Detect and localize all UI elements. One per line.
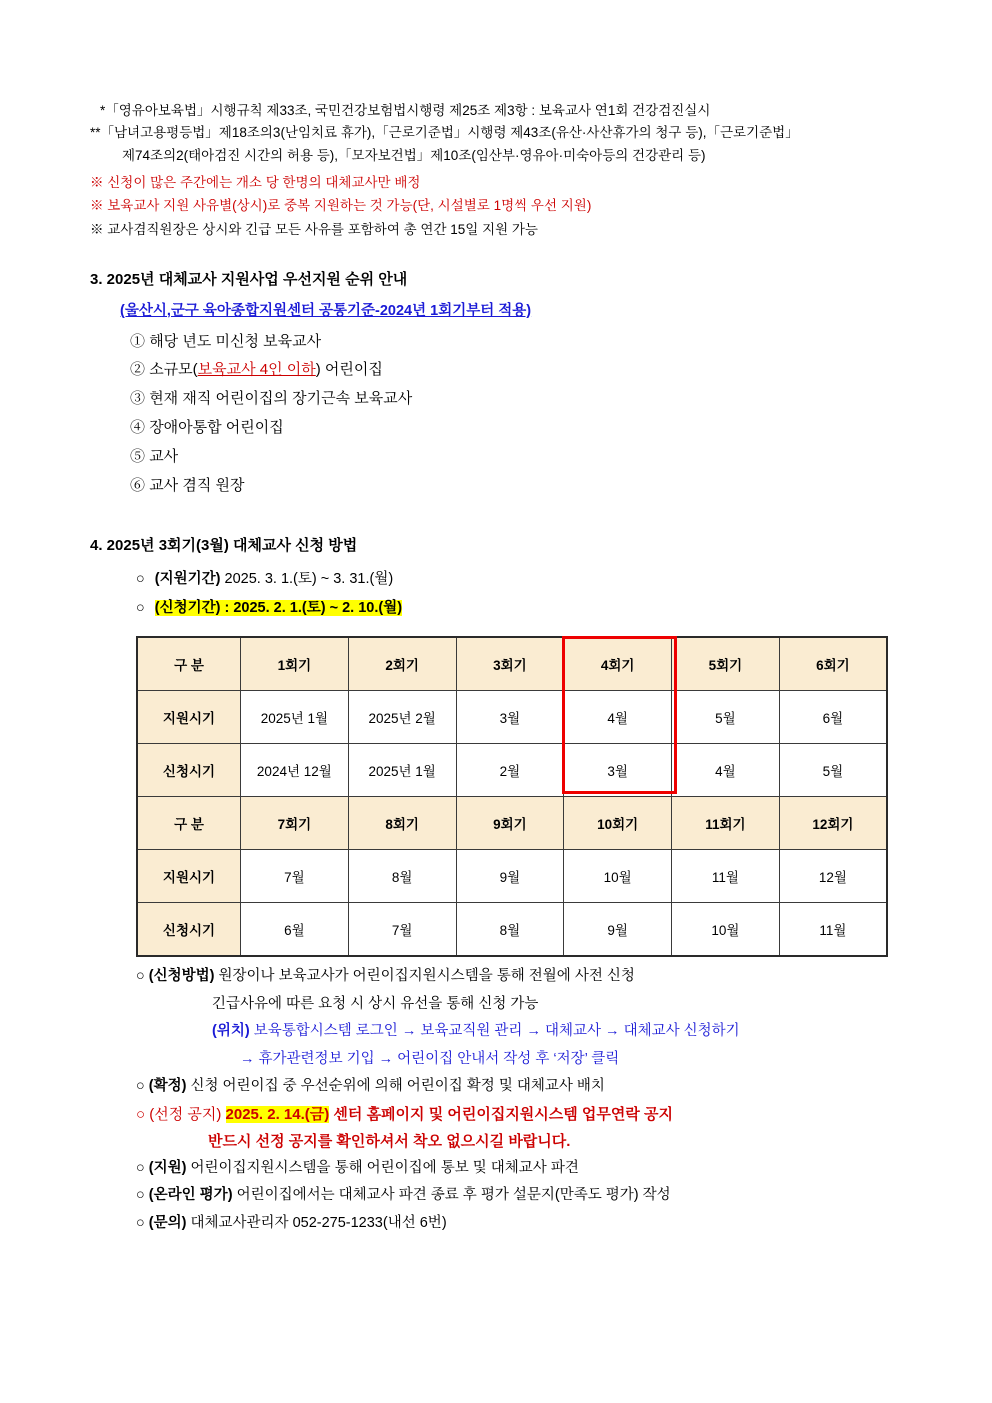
circle-bullet-icon: ○ (136, 1187, 145, 1204)
table-cell: 2025년 1월 (241, 690, 349, 743)
row-label: 신청시기 (137, 743, 241, 796)
note-1-marker: ※ (90, 174, 104, 190)
section3-heading: 3. 2025년 대체교사 지원사업 우선지원 순위 안내 (90, 270, 408, 288)
table-cell: 8회기 (348, 796, 456, 849)
list-item-label: 교사 (149, 447, 179, 465)
list-item-label: 장애아통합 어린이집 (149, 419, 284, 437)
section3-list (90, 328, 902, 501)
note-3 (90, 218, 902, 242)
table-cell: 10월 (564, 849, 672, 902)
table-cell: 6월 (241, 902, 349, 956)
table-cell: 2024년 12월 (241, 743, 349, 796)
table-cell: 11회기 (672, 796, 780, 849)
list-item-label: 현재 재직 어린이집의 장기근속 보육교사 (149, 390, 413, 408)
note-3-text: 교사겸직원장은 상시와 긴급 모든 사유를 포함하여 총 연간 15일 지원 가능 (107, 222, 538, 238)
list-item-number: ④ (130, 419, 146, 437)
note-2-text: 보육교사 지원 사유별(상시)로 중복 지원하는 것 가능(단, 시설별로 1명씩 우선 지원) (107, 198, 592, 214)
table-cell: 11월 (779, 902, 887, 956)
note-3-marker: ※ (90, 222, 104, 238)
table-cell: 9회기 (456, 796, 564, 849)
list-item (130, 443, 902, 472)
circle-bullet-icon: ○ (136, 1105, 146, 1123)
location-value: 보육통합시스템 로그인 → 보육교직원 관리 → 대체교사 → 대체교사 신청하기 (253, 1023, 740, 1040)
notes-block (90, 171, 902, 242)
footnote-1: *「영유아보육법」시행규칙 제33조, 국민건강보험법시행령 제25조 제3항 : 보육교사 연1회 건강검진실시 (100, 103, 711, 118)
circle-bullet-icon: ○ (136, 571, 145, 588)
note-2-marker: ※ (90, 198, 104, 214)
row-label: 구 분 (137, 637, 241, 691)
list-item-number: ② (130, 361, 146, 379)
table-cell: 12월 (779, 849, 887, 902)
support-value: 어린이집지원시스템을 통해 어린이집에 통보 및 대체교사 파견 (190, 1159, 579, 1176)
eval-value: 어린이집에서는 대체교사 파견 종료 후 평가 설문지(만족도 평가) 작성 (236, 1187, 671, 1204)
table-cell: 12회기 (779, 796, 887, 849)
list-item (130, 472, 902, 501)
notice-date: 2025. 2. 14.(금) (225, 1105, 330, 1123)
table-cell: 7회기 (241, 796, 349, 849)
schedule-table-wrap (136, 636, 888, 957)
table-cell: 8월 (456, 902, 564, 956)
list-item (130, 414, 902, 443)
row-label: 지원시기 (137, 690, 241, 743)
list-item (130, 328, 902, 357)
table-cell: 3월 (564, 743, 672, 796)
eval-label: (온라인 평가) (148, 1187, 233, 1204)
table-cell: 5월 (779, 743, 887, 796)
table-cell: 10회기 (564, 796, 672, 849)
notice-line2: 반드시 선정 공지를 확인하셔서 착오 없으시길 바랍니다. (208, 1133, 571, 1151)
list-item-emphasis: 보육교사 4인 이하 (197, 361, 316, 379)
table-cell: 8월 (348, 849, 456, 902)
support-label: (지원) (148, 1159, 187, 1176)
table-cell: 9월 (456, 849, 564, 902)
contact-label: (문의) (148, 1214, 187, 1231)
table-cell: 7월 (348, 902, 456, 956)
support-period-row (136, 565, 902, 593)
table-cell: 9월 (564, 902, 672, 956)
eval-row (136, 1182, 902, 1210)
table-cell: 4회기 (564, 637, 672, 691)
table-cell: 2025년 2월 (348, 690, 456, 743)
list-item-label-post: ) 어린이집 (315, 361, 383, 379)
schedule-table (136, 636, 888, 957)
table-row (137, 743, 887, 796)
apply-period-row (136, 594, 902, 622)
location-label: (위치) (212, 1023, 250, 1040)
table-cell: 4월 (672, 743, 780, 796)
table-cell: 2월 (456, 743, 564, 796)
table-cell: 5회기 (672, 637, 780, 691)
notice-value: 센터 홈페이지 및 어린이집지원시스템 업무연락 공지 (333, 1105, 674, 1123)
confirm-label: (확정) (148, 1078, 187, 1095)
note-1 (90, 171, 902, 195)
section3-subheading: (울산시,군구 육아종합지원센터 공통기준-2024년 1회기부터 적용) (120, 302, 532, 319)
circle-bullet-icon: ○ (136, 1214, 145, 1231)
table-cell: 2025년 1월 (348, 743, 456, 796)
table-cell: 1회기 (241, 637, 349, 691)
note-2 (90, 194, 902, 218)
list-item-number: ③ (130, 390, 146, 408)
circle-bullet-icon: ○ (136, 1078, 145, 1095)
list-item (130, 385, 902, 414)
apply-period-text: (신청기간) : 2025. 2. 1.(토) ~ 2. 10.(월) (154, 599, 403, 616)
contact-row (136, 1210, 902, 1238)
location-line2: → 휴가관련정보 기입 → 어린이집 안내서 작성 후 ‘저장’ 클릭 (240, 1050, 620, 1067)
support-period-value: 2025. 3. 1.(토) ~ 3. 31.(월) (224, 571, 394, 588)
contact-value: 대체교사관리자 052-275-1233(내선 6번) (190, 1214, 447, 1231)
method-row (136, 963, 902, 991)
confirm-row (136, 1073, 902, 1101)
location-row (212, 1018, 902, 1046)
method-line2: 긴급사유에 따른 요청 시 상시 유선을 통해 신청 가능 (212, 995, 539, 1012)
table-row-header-2 (137, 796, 887, 849)
table-row (137, 849, 887, 902)
table-cell: 3월 (456, 690, 564, 743)
circle-bullet-icon: ○ (136, 599, 145, 616)
list-item-number: ① (130, 332, 146, 350)
circle-bullet-icon: ○ (136, 967, 145, 984)
notice-label: (선정 공지) (149, 1105, 222, 1123)
section4-heading: 4. 2025년 3회기(3월) 대체교사 신청 방법 (90, 537, 358, 555)
table-cell: 4월 (564, 690, 672, 743)
footnotes-block (90, 100, 902, 167)
method-value: 원장이나 보육교사가 어린이집지원시스템을 통해 전월에 사전 신청 (218, 967, 635, 984)
notice-row (136, 1101, 902, 1130)
table-cell: 11월 (672, 849, 780, 902)
list-item-label: 교사 겸직 원장 (149, 476, 245, 494)
footnote-2: **「남녀고용평등법」제18조의3(난임치료 휴가),「근로기준법」시행령 제43조(유산·사산휴가의 청구 등),「근로기준법」 (90, 125, 799, 141)
table-cell: 6월 (779, 690, 887, 743)
table-cell: 3회기 (456, 637, 564, 691)
table-cell: 6회기 (779, 637, 887, 691)
method-label: (신청방법) (148, 967, 215, 984)
table-cell: 5월 (672, 690, 780, 743)
table-row-header-1 (137, 637, 887, 691)
list-item-number: ⑤ (130, 447, 146, 465)
support-period-label: (지원기간) (154, 571, 221, 588)
list-item (130, 356, 902, 385)
table-row (137, 690, 887, 743)
row-label: 지원시기 (137, 849, 241, 902)
row-label: 신청시기 (137, 902, 241, 956)
table-row (137, 902, 887, 956)
confirm-value: 신청 어린이집 중 우선순위에 의해 어린이집 확정 및 대체교사 배치 (190, 1078, 605, 1095)
list-item-label: 해당 년도 미신청 보육교사 (149, 332, 322, 350)
list-item-label: 소규모( (149, 361, 198, 379)
list-item-number: ⑥ (130, 476, 146, 494)
circle-bullet-icon: ○ (136, 1159, 145, 1176)
table-cell: 10월 (672, 902, 780, 956)
support-row (136, 1155, 902, 1183)
table-cell: 2회기 (348, 637, 456, 691)
note-1-text: 신청이 많은 주간에는 개소 당 한명의 대체교사만 배정 (107, 174, 421, 190)
footnote-2-cont: 제74조의2(태아검진 시간의 허용 등),「모자보건법」제10조(임산부·영유아·미숙아등의 건강관리 등) (122, 147, 706, 163)
table-cell: 7월 (241, 849, 349, 902)
row-label: 구 분 (137, 796, 241, 849)
